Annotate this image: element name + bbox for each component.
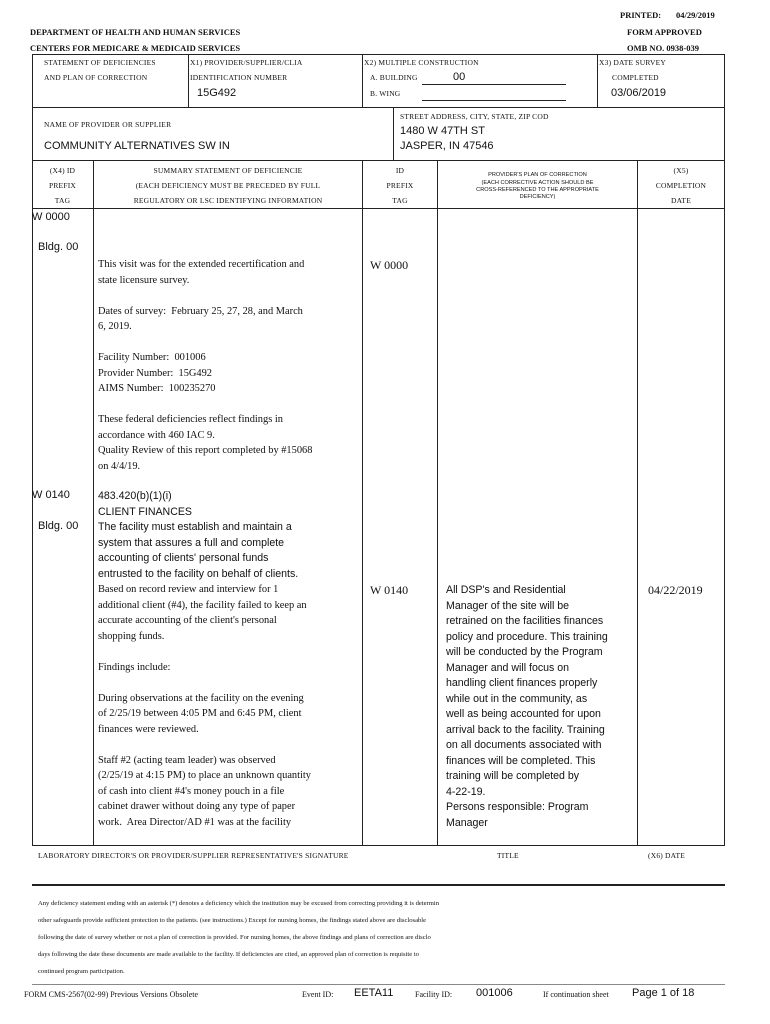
plan-of-correction-text: All DSP's and Residential Manager of the site will be retrained on the facilities finances policy and procedure. This training will be conducted by the Program Manager and will focus on handling client finances properly while out in the community, as well as being accounted for upon arrival back to the facility. Training on all documents associated with finances will be completed. This training will be completed by 4-22-19. Persons responsible: Program Manager — [446, 584, 608, 829]
summary-header-1: SUMMARY STATEMENT OF DEFICIENCIE — [153, 166, 303, 175]
id-header-3: TAG — [392, 196, 408, 205]
provider-id-label-1: X1) PROVIDER/SUPPLIER/CLIA — [190, 58, 303, 67]
tag-w0000: W 0000 — [32, 211, 70, 223]
provider-name-label: NAME OF PROVIDER OR SUPPLIER — [44, 120, 172, 129]
facility-id-label: Facility ID: — [415, 990, 453, 999]
x4-header-2: PREFIX — [48, 181, 77, 190]
disclaimer — [38, 895, 439, 980]
bldg-label-2: Bldg. 00 — [38, 520, 79, 532]
multiple-construction-label: X2) MULTIPLE CONSTRUCTION — [364, 58, 479, 67]
disclaimer-line: continued program participation. — [38, 968, 125, 975]
x4-header-1: (X4) ID — [49, 166, 76, 175]
provider-id-label-2: IDENTIFICATION NUMBER — [190, 73, 288, 82]
deficiency-text-2: Based on record review and interview for 1 additional client (#4), the facility failed to keep an accurate accounting of the client's personal shopping funds. Findings include: During observations at the facility on the evening of 2/25/19 between 4:05 PM and 6:45 PM, client finances were reviewed. Staff #2 (acting team leader) was observed (2/25/19 at 4:15 PM) to place an unknown quantity of cash into client #4's money pouch in a file cabinet drawer without doing any type of paper work. Area Director/AD #1 was at the facility — [98, 584, 311, 828]
deficiency-text-1: This visit was for the extended recertification and state licensure survey. Dates of survey: February 25, 27, 28, and March 6, 2019. Facility Number: 001006 Provider Number: 15G492 AIMS Number: 100235270 These federal deficiencies reflect findings in accordance with 460 IAC 9. Quality Review of this report completed by #15068 on 4/4/19. — [98, 259, 313, 472]
statement-label-2: AND PLAN OF CORRECTION — [44, 73, 148, 82]
disclaimer-line: following the date of survey whether or not a plan of correction is provided. For nursing homes, the above findings and plans of correction are disclo — [38, 934, 431, 941]
date-survey-label-2: COMPLETED — [612, 73, 659, 82]
department-name: DEPARTMENT OF HEALTH AND HUMAN SERVICES — [30, 27, 241, 37]
tag-w0140: W 0140 — [32, 489, 70, 501]
wing-label: B. WING — [370, 89, 401, 98]
date-survey-label-1: X3) DATE SURVEY — [599, 58, 666, 67]
disclaimer-line: Any deficiency statement ending with an asterisk (*) denotes a deficiency which the institution may be excused from correcting providing it is determin — [38, 900, 440, 907]
event-id-label: Event ID: — [302, 990, 334, 999]
building-label: A. BUILDING — [370, 73, 418, 82]
id-tag-w0000: W 0000 — [370, 258, 409, 272]
continuation-label: If continuation sheet — [543, 990, 609, 999]
printed-date: 04/29/2019 — [676, 10, 715, 20]
id-tag-w0140: W 0140 — [370, 583, 409, 597]
address-line-2: JASPER, IN 47546 — [400, 140, 494, 152]
building-value: 00 — [453, 71, 466, 83]
disclaimer-line: other safeguards provide sufficient protection to the patients. (see instructions.) Except for nursing homes, the findings stated above are disclosable — [38, 917, 427, 924]
omb-number: OMB NO. 0938-039 — [627, 43, 700, 53]
deficiency-heading-2: 483.420(b)(1)(i) CLIENT FINANCES The facility must establish and maintain a system that assures a full and complete accounting of clients' personal funds entrusted to the facility on behalf of clients. — [98, 490, 299, 580]
plan-header-4: DEFICIENCY) — [519, 194, 556, 200]
x4-header-3: TAG — [54, 196, 71, 205]
provider-name-value: COMMUNITY ALTERNATIVES SW IN — [44, 140, 230, 152]
statement-label-1: STATEMENT OF DEFICIENCIES — [44, 58, 156, 67]
plan-header-3: CROSS-REFERENCED TO THE APPROPRIATE — [476, 187, 599, 193]
disclaimer-line: days following the date these documents are made available to the facility. If deficiencies are cited, an approved plan of correction is requisite to — [38, 951, 419, 958]
plan-header-2: (EACH CORRECTIVE ACTION SHOULD BE — [481, 180, 594, 186]
id-header-1: ID — [395, 166, 405, 175]
form-number: FORM CMS-2567(02-99) Previous Versions Obsolete — [24, 990, 199, 999]
address-line-1: 1480 W 47TH ST — [400, 125, 485, 137]
provider-id-value: 15G492 — [197, 87, 237, 99]
x5-header-2: COMPLETION — [655, 181, 707, 190]
id-header-2: PREFIX — [386, 181, 414, 190]
summary-header-2: (EACH DEFICIENCY MUST BE PRECEDED BY FULL — [135, 181, 321, 190]
printed-label: PRINTED: — [620, 10, 662, 20]
completion-date: 04/22/2019 — [648, 583, 703, 597]
x5-header-3: DATE — [671, 196, 691, 205]
plan-header-1: PROVIDER'S PLAN OF CORRECTION — [488, 172, 587, 178]
form-approved: FORM APPROVED — [627, 27, 702, 37]
x6-date-label: (X6) DATE — [648, 851, 686, 860]
facility-id-value: 001006 — [476, 987, 513, 999]
signature-label: LABORATORY DIRECTOR'S OR PROVIDER/SUPPLIER REPRESENTATIVE'S SIGNATURE — [38, 851, 349, 860]
bldg-label-1: Bldg. 00 — [38, 241, 79, 253]
date-survey-value: 03/06/2019 — [611, 87, 667, 99]
address-label: STREET ADDRESS, CITY, STATE, ZIP COD — [400, 112, 549, 121]
title-label: TITLE — [497, 851, 519, 860]
event-id-value: EETA11 — [354, 987, 394, 999]
summary-header-3: REGULATORY OR LSC IDENTIFYING INFORMATION — [133, 196, 323, 205]
x5-header-1: (X5) — [673, 166, 689, 175]
page-number: Page 1 of 18 — [632, 987, 695, 999]
centers-name: CENTERS FOR MEDICARE & MEDICAID SERVICES — [30, 43, 241, 53]
